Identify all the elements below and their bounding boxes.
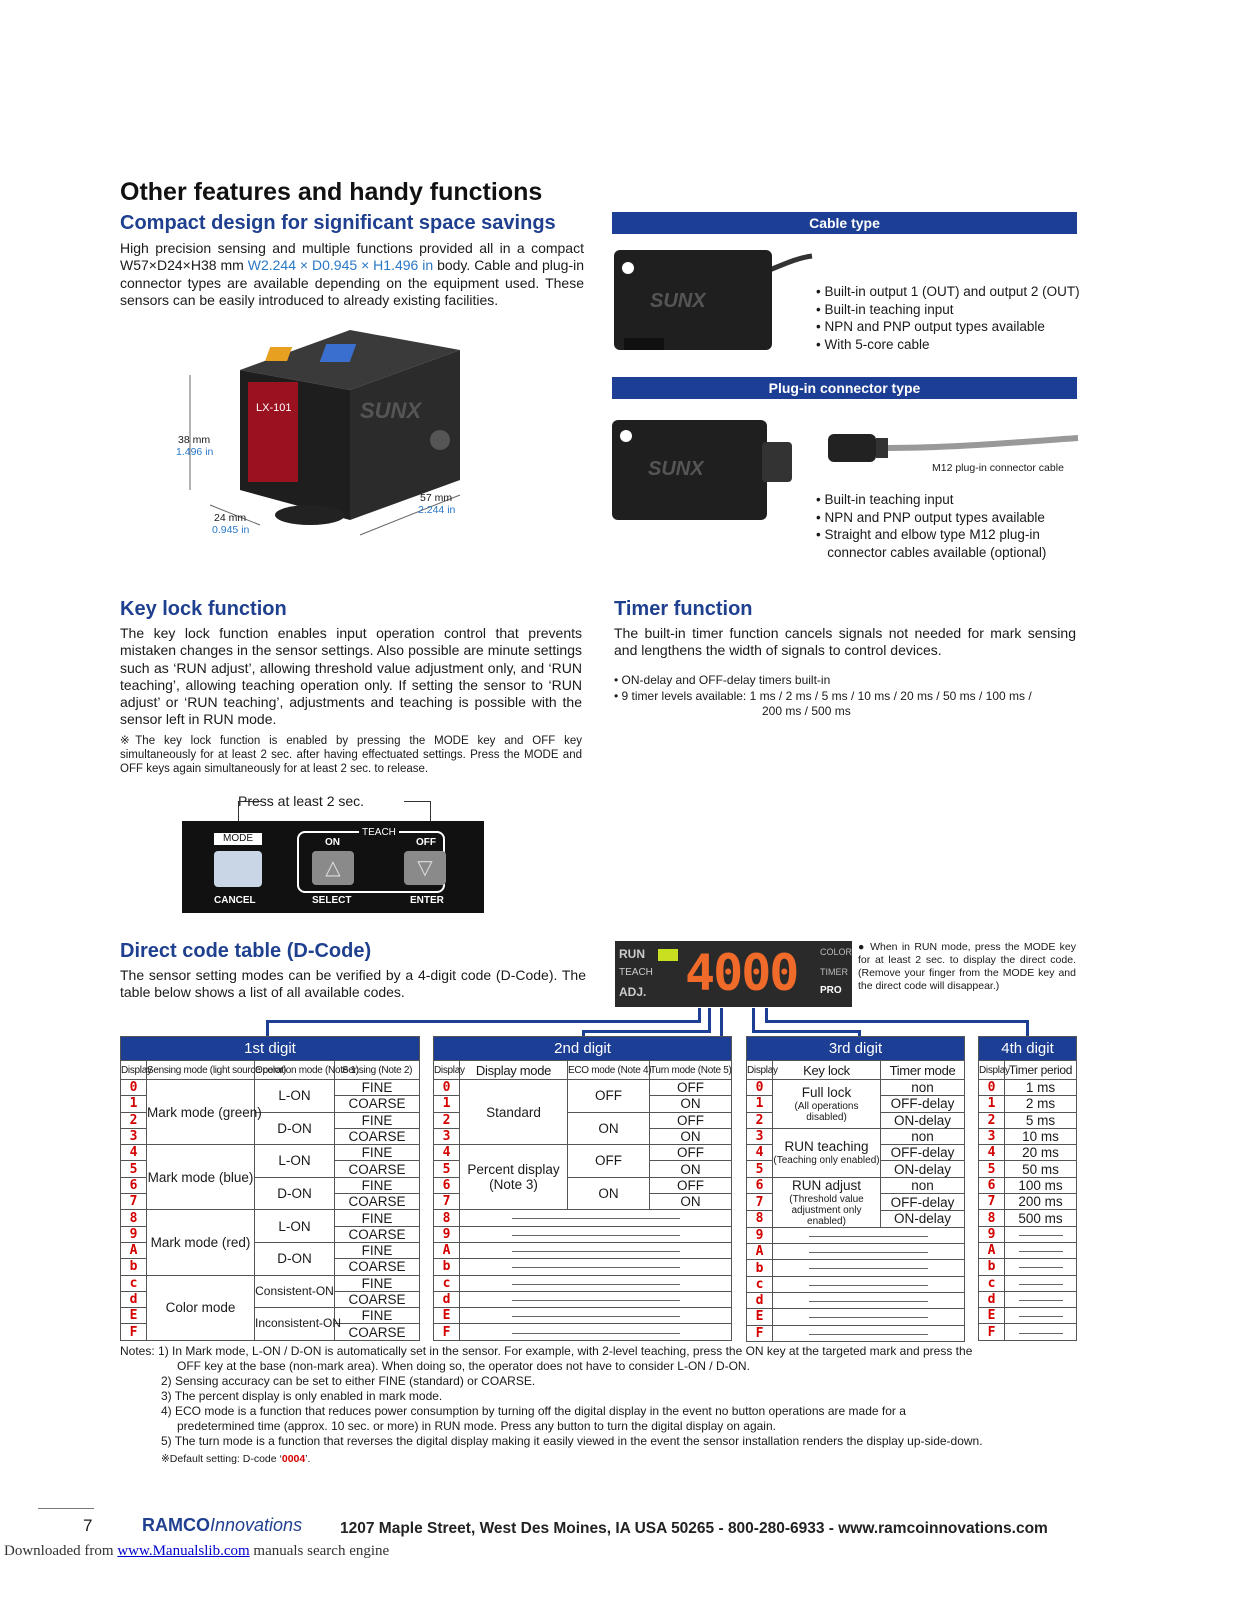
plugin-bullets: • Built-in teaching input • NPN and PNP output types available • Straight and elbow type M12 plug-in connector cables available (optional) [816, 492, 1047, 560]
dcode-heading: Direct code table (D-Code) [120, 940, 372, 962]
cable-type-bar: Cable type [612, 212, 1077, 234]
up-key[interactable] [312, 851, 354, 885]
keylock-paragraph: The key lock function enables input operation control that prevents mistaken changes in the sensor settings. Also possible are minute settings such as ‘RUN adjust’, allowing threshold value adjustment only, and ‘RUN teaching’, allowing teaching operation only. If setting the sensor to ‘RUN adjust’ or ‘RUN teaching’, adjustments and teaching is possible with the sensor left in RUN mode. [120, 625, 582, 728]
table-1st-digit: 1st digit Display Sensing mode (light source color) Operation mode (Note 1) Sensing (Note 2) 0 Mark mode (green) L-ON FINE 1 COARSE 2 D-ON FINE 3 COARSE 4 Mark mode (blue) L-ON FINE 5 COARSE 6 D-ON FINE 7 COARSE 8 Mark mode (red) L-ON FINE 9 COARSE A D-ON FINE b COARSE c Color mode Consistent-ON FINE d COARSE E Inconsistent-ON FINE F COARSE [120, 1036, 420, 1341]
pro-indicator-label: PRO [820, 985, 842, 996]
brand-logo: SUNX [360, 398, 422, 423]
dim-depth: 24 mm [214, 512, 247, 524]
cancel-label: CANCEL [214, 895, 256, 906]
cable-bullets: • Built-in output 1 (OUT) and output 2 (OUT) • Built-in teaching input • NPN and PNP output types available • With 5-core cable [816, 284, 1080, 352]
cable-sensor-image [612, 238, 812, 358]
down-key[interactable] [404, 851, 446, 885]
select-label: SELECT [312, 895, 352, 906]
download-credit: Downloaded from www.Manualslib.com manuals search engine [4, 1543, 390, 1559]
m12-cable-label: M12 plug-in connector cable [932, 462, 1064, 474]
manualslib-link[interactable]: www.Manualslib.com [117, 1543, 250, 1559]
timer-indicator-label: TIMER [820, 967, 848, 977]
dcode-paragraph: The sensor setting modes can be verified by a 4-digit code (D-Code). The table below shows a list of all available codes. [120, 967, 586, 1001]
triangle-up-icon: △ [325, 857, 341, 879]
run-indicator-label: RUN [619, 947, 645, 961]
plugin-sensor-image [612, 412, 792, 527]
table-3-title: 3rd digit [747, 1037, 965, 1061]
cable-brand: SUNX [650, 290, 706, 312]
enter-label: ENTER [410, 895, 444, 906]
digital-display [615, 941, 852, 1007]
table-2nd-digit: 2nd digit Display Display mode ECO mode (Note 4) Turn mode (Note 5) 0 Standard OFF OFF 1 ON 2 ON OFF 3 ON 4 Percent display (Note 3) OFF OFF 5 ON 6 ON OFF 7 ON 8 9 A b c d E F [433, 1036, 732, 1341]
timer-bullet-2: • 9 timer levels available: 1 ms / 2 ms / 5 ms / 10 ms / 20 ms / 50 ms / 100 ms / [614, 689, 1032, 703]
plugin-type-bar: Plug-in connector type [612, 377, 1077, 399]
table-4th-digit: 4th digit Display Timer period 0 1 ms 1 2 ms 2 5 ms 3 10 ms 4 20 ms 5 50 ms 6 100 ms 7 200 ms 8 500 ms 9 A b c d E F [978, 1036, 1077, 1341]
timer-bullet-3: 200 ms / 500 ms [762, 704, 851, 718]
timer-paragraph: The built-in timer function cancels signals not needed for mark sensing and lengthens the width of signals to control devices. [614, 625, 1076, 659]
dim-height-in: 1.496 in [176, 446, 214, 458]
teach-indicator-label: TEACH [619, 967, 653, 978]
triangle-down-icon: ▽ [417, 857, 433, 879]
color-indicator-label: COLOR [820, 947, 853, 957]
dim-depth-in: 0.945 in [212, 524, 250, 536]
timer-heading: Timer function [614, 598, 753, 620]
sensor-illustration [170, 320, 500, 540]
on-label: ON [325, 837, 340, 848]
press-label: Press at least 2 sec. [238, 793, 365, 809]
timer-bullet-1: • ON-delay and OFF-delay timers built-in [614, 673, 831, 687]
model-label: LX-101 [256, 402, 292, 414]
table-4-title: 4th digit [979, 1037, 1077, 1061]
compact-paragraph: High precision sensing and multiple functions provided all in a compact W57×D24×H38 mm W2.244 × D0.945 × H1.496 in body. Cable and plug-in connector types are available depending on the equipment used. These sensors can be easily introduced to already existing facilities. [120, 240, 585, 308]
adj-indicator-label: ADJ. [619, 985, 647, 999]
ramco-logo: RAMCOInnovations [142, 1515, 303, 1535]
keylock-heading: Key lock function [120, 598, 287, 620]
run-led [658, 949, 678, 961]
display-note: ● When in RUN mode, press the MODE key for at least 2 sec. to display the direct code. (Remove your finger from the MODE key and the direct code will disappear.) [858, 941, 1076, 992]
digit-readout: 4000 [685, 944, 798, 1002]
table-2-title: 2nd digit [434, 1037, 732, 1061]
table-3rd-digit: 3rd digit Display Key lock Timer mode 0 Full lock (All operations disabled) non 1 OFF-delay 2 ON-delay 3 RUN teaching (Teaching only enabled) non 4 OFF-delay 5 ON-delay 6 RUN adjust (Threshold value adjustment only enabled) non 7 OFF-delay 8 ON-delay 9 A b c d E F [746, 1036, 965, 1342]
page-title: Other features and handy functions [120, 178, 543, 206]
dim-width-in: 2.244 in [418, 504, 456, 516]
page-number: 7 [83, 1516, 93, 1535]
keylock-note: ※The key lock function is enabled by pressing the MODE key and OFF key simultaneously for at least 2 sec. after having effectuated settings. Press the MODE and OFF keys again simultaneously for at least 2 sec. to release. [120, 735, 582, 775]
control-panel [182, 821, 484, 913]
footer-address: 1207 Maple Street, West Des Moines, IA USA 50265 - 800-280-6933 - www.ramcoinnovations.com [340, 1520, 1048, 1537]
dim-height: 38 mm [178, 434, 211, 446]
table-1-title: 1st digit [121, 1037, 420, 1061]
mode-label: MODE [214, 833, 262, 845]
mode-key[interactable] [214, 851, 262, 887]
teach-label: TEACH [359, 827, 399, 838]
notes-block: Notes: 1) In Mark mode, L-ON / D-ON is automatically set in the sensor. For example, with 2-level teaching, press the ON key at the targeted mark and press the OFF key at the base (non-mark area). When doing so, the operator does not have to consider L-ON / D-ON. 2) Sensing accuracy can be set to either FINE (standard) or COARSE. 3) The percent display is only enabled in mark mode. 4) ECO mode is a function that reduces power consumption by turning off the digital display in the event no button operations are made for a predetermined time (approx. 10 sec. or more) in RUN mode. Press any button to turn the digital display on again. 5) The turn mode is a function that reverses the digital display making it easily viewed in the event the sensor installation renders the display up-side-down. ※Default setting: D-code ‘0004’. [120, 1344, 983, 1465]
dim-width: 57 mm [420, 492, 453, 504]
off-label: OFF [416, 837, 436, 848]
compact-heading: Compact design for significant space savings [120, 212, 556, 234]
plugin-brand: SUNX [648, 458, 704, 480]
